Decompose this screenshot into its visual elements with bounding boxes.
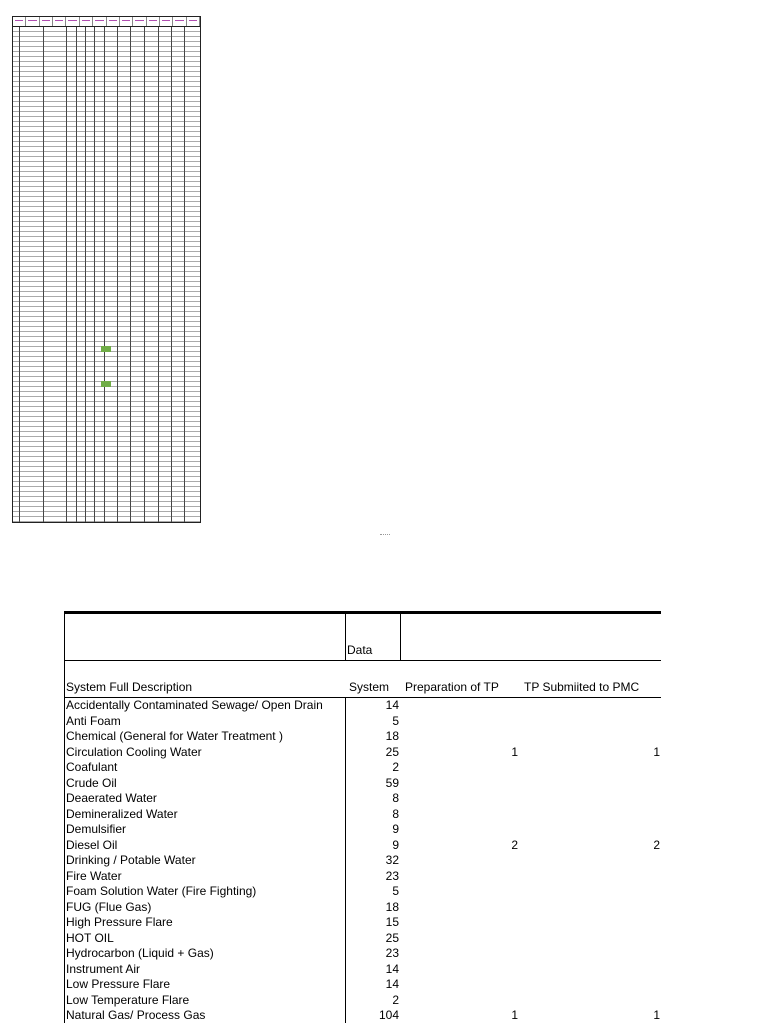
table-row[interactable] bbox=[64, 869, 661, 885]
row-system-count: 9 bbox=[392, 837, 399, 852]
row-description: Accidentally Contaminated Sewage/ Open Drain bbox=[66, 698, 323, 712]
row-system-count: 104 bbox=[378, 1008, 399, 1022]
table-row[interactable] bbox=[64, 946, 661, 962]
row-system-count: 14 bbox=[385, 961, 399, 976]
row-system-count: 59 bbox=[385, 775, 399, 790]
row-system-count: 32 bbox=[385, 853, 399, 867]
row-system-count: 25 bbox=[385, 744, 399, 759]
row-description: High Pressure Flare bbox=[66, 915, 173, 929]
row-description: Instrument Air bbox=[66, 961, 141, 976]
col-header-preparation[interactable]: Preparation of TP bbox=[405, 680, 499, 694]
table-row[interactable] bbox=[64, 977, 661, 993]
table-row[interactable] bbox=[64, 760, 661, 776]
row-system-count: 9 bbox=[392, 822, 399, 836]
row-system-count: 8 bbox=[392, 791, 399, 805]
table-row[interactable] bbox=[64, 791, 661, 807]
table-row[interactable] bbox=[64, 884, 661, 900]
row-system-count: 2 bbox=[392, 760, 399, 774]
table-row[interactable] bbox=[64, 993, 661, 1009]
col-header-system[interactable]: System bbox=[349, 680, 390, 694]
table-row[interactable] bbox=[64, 931, 661, 947]
row-submitted-count: 1 bbox=[653, 1008, 660, 1022]
row-description: Foam Solution Water (Fire Fighting) bbox=[66, 884, 257, 898]
header-divider bbox=[345, 611, 346, 660]
page-marker bbox=[380, 534, 390, 537]
col-header-submitted[interactable]: TP Submiited to PMC bbox=[524, 680, 640, 694]
row-preparation-count: 2 bbox=[511, 837, 518, 852]
row-description: Demineralized Water bbox=[66, 806, 178, 821]
table-row[interactable] bbox=[64, 838, 661, 854]
thumbnail-highlight-cell bbox=[101, 346, 111, 352]
data-header-label: Data bbox=[347, 643, 373, 657]
row-system-count: 8 bbox=[392, 806, 399, 821]
row-description: FUG (Flue Gas) bbox=[66, 899, 152, 914]
row-description: Coafulant bbox=[66, 760, 118, 774]
row-description: Deaerated Water bbox=[66, 791, 157, 805]
row-description: Crude Oil bbox=[66, 775, 117, 790]
row-system-count: 5 bbox=[392, 884, 399, 898]
row-description: Natural Gas/ Process Gas bbox=[66, 1008, 206, 1022]
table-row[interactable] bbox=[64, 962, 661, 978]
row-description: Anti Foam bbox=[66, 713, 121, 728]
table-row[interactable] bbox=[64, 1008, 661, 1024]
row-submitted-count: 2 bbox=[653, 837, 660, 852]
row-description: Chemical (General for Water Treatment ) bbox=[66, 729, 283, 743]
row-preparation-count: 1 bbox=[511, 744, 518, 759]
row-description: Fire Water bbox=[66, 868, 122, 883]
row-description: Low Temperature Flare bbox=[66, 992, 190, 1007]
row-system-count: 2 bbox=[392, 992, 399, 1007]
row-system-count: 14 bbox=[385, 698, 399, 712]
row-description: Demulsifier bbox=[66, 822, 127, 836]
table-row[interactable] bbox=[64, 745, 661, 761]
row-system-count: 15 bbox=[385, 915, 399, 929]
table-row[interactable] bbox=[64, 853, 661, 869]
thumbnail-grid bbox=[13, 27, 200, 522]
col-header-description[interactable]: System Full Description bbox=[66, 680, 193, 694]
table-row[interactable] bbox=[64, 776, 661, 792]
table-row[interactable] bbox=[64, 822, 661, 838]
row-system-count: 18 bbox=[385, 729, 399, 743]
header-divider bbox=[400, 611, 401, 660]
row-description: Low Pressure Flare bbox=[66, 977, 171, 991]
table-top-border bbox=[64, 611, 661, 614]
table-row[interactable] bbox=[64, 714, 661, 730]
thumbnail-highlight-cell bbox=[101, 381, 111, 387]
table-row[interactable] bbox=[64, 915, 661, 931]
header-separator bbox=[64, 660, 661, 661]
row-system-count: 14 bbox=[385, 977, 399, 991]
row-system-count: 23 bbox=[385, 946, 399, 960]
table-row[interactable] bbox=[64, 698, 661, 714]
row-system-count: 18 bbox=[385, 899, 399, 914]
thumbnail-header-row bbox=[13, 17, 200, 27]
row-description: Diesel Oil bbox=[66, 837, 118, 852]
row-system-count: 5 bbox=[392, 713, 399, 728]
row-description: Drinking / Potable Water bbox=[66, 853, 196, 867]
row-description: Hydrocarbon (Liquid + Gas) bbox=[66, 946, 214, 960]
table-row[interactable] bbox=[64, 729, 661, 745]
row-system-count: 23 bbox=[385, 868, 399, 883]
table-row[interactable] bbox=[64, 900, 661, 916]
row-description: Circulation Cooling Water bbox=[66, 744, 202, 759]
row-system-count: 25 bbox=[385, 930, 399, 945]
row-submitted-count: 1 bbox=[653, 744, 660, 759]
row-preparation-count: 1 bbox=[511, 1008, 518, 1022]
table-row[interactable] bbox=[64, 807, 661, 823]
row-description: HOT OIL bbox=[66, 930, 114, 945]
page-thumbnail[interactable] bbox=[12, 16, 201, 523]
